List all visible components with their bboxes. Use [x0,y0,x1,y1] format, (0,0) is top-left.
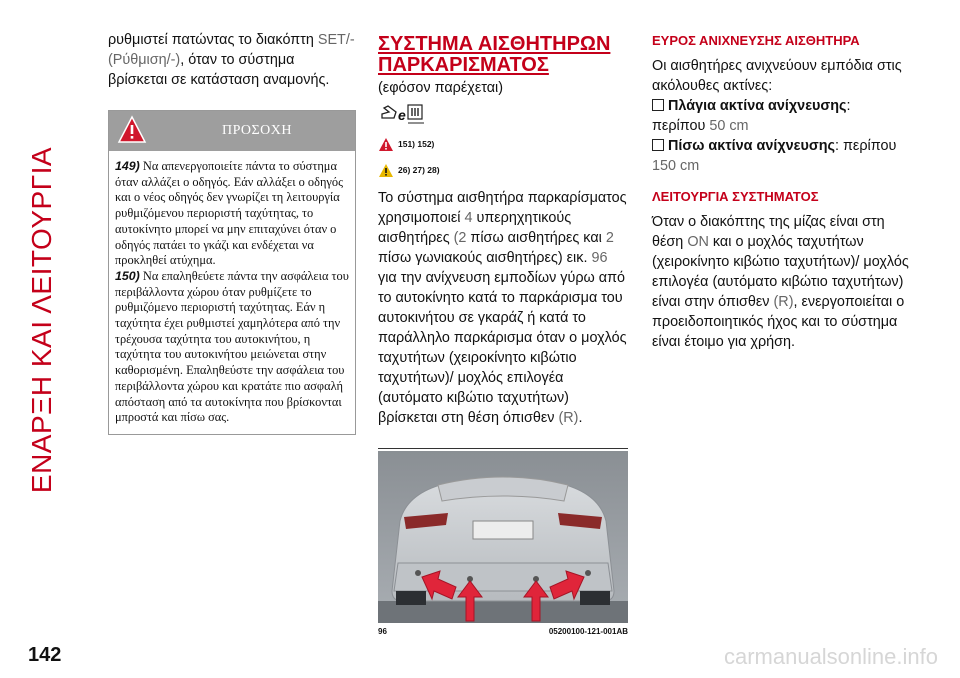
op-text: , ενεργοποιείται ο προειδοποιητικός ήχος και το σύστημα είναι έτοιμο για χρήση. [652,294,905,350]
warning-triangle-icon [117,115,147,145]
warning-note-150 [115,269,349,426]
section-title-line-2: ΠΑΡΚΑΡΙΣΜΑΤΟΣ [378,54,549,76]
rear-range-item [652,136,914,156]
side-range-label: Πλάγια ακτίνα ανίχνευσης [668,98,847,114]
side-range-value [652,116,914,136]
system-operation-heading: ΛΕΙΤΟΥΡΓΙΑ ΣΥΣΤΗΜΑΤΟΣ [652,189,819,204]
intro-paragraph [108,30,356,90]
side-range-distance: 50 cm [709,118,749,134]
warning-body [109,151,355,434]
chapter-side-title [20,40,64,600]
rear-range-prefix: : περίπου [835,138,897,154]
desc-number: (2 [453,230,467,246]
figure-caption [378,627,628,636]
desc-gear-r: (R) [558,410,579,426]
caution-reference-row [378,160,630,180]
svg-text:e: e [398,107,406,123]
desc-number: 4 [464,210,473,226]
side-range-item [652,96,914,116]
note-number: 150) [115,268,140,283]
note-number: 149) [115,159,140,173]
column-3 [652,30,914,352]
caution-refs: 26) 27) 28) [398,165,440,175]
checkbox-icon [652,139,664,151]
note-text: Να επαληθεύετε πάντα την ασφάλεια του περιβάλλοντα χώρου όταν ρυθμίζετε το ρυθμιζόμενο περιοριστή ταχύτητας. Εάν η ταχύτητα έχει ρυθμιστεί χαμηλότερα από την τρέχουσα ταχύτητα του αυτοκινήτου, η ταχύτητα του αυτοκινήτου μειώνεται στην καθορισμένη. Επαληθεύστε την ασφάλεια του περιβάλλοντα χώρου και κρατάτε πιο ασφαλή απόσταση από τα αυτοκίνητα που βρίσκονται μπροστά και πίσω σας. [115,268,349,425]
section-subtitle: (εφόσον παρέχεται) [378,80,504,96]
rear-range-distance: 150 cm [652,158,700,174]
figure-96 [378,448,628,636]
warning-reference-row [378,134,630,154]
column-1 [108,30,356,435]
watermark: carmanualsonline.info [723,644,938,669]
warning-box [108,110,356,435]
chapter-side-title-text: ΕΝΑΡΞΗ ΚΑΙ ΛΕΙΤΟΥΡΓΙΑ [26,146,57,494]
warning-title: ΠΡΟΣΟΧΗ [222,123,292,138]
desc-text: . [578,410,583,426]
system-operation-paragraph [652,212,914,352]
warning-refs: 151) 152) [398,139,435,149]
caution-triangle-icon [378,163,394,178]
figure-code: 05200100-121-001AB [548,627,628,636]
warning-header [109,111,355,151]
checkbox-icon [652,99,664,111]
desc-text: πίσω γωνιακούς αισθητήρες) εικ. [378,250,592,266]
sensor-description [378,188,630,428]
op-text: και ο μοχλός ταχυτήτων (χειροκίνητο κιβώτιο ταχυτήτων)/ μοχλός επιλογέα (αυτόματο κιβώτιο ταχυτήτων) είναι στην όπισθεν [652,234,909,310]
desc-text: Το σύστημα αισθητήρα παρκαρίσματος χρησιμοποιεί [378,190,627,226]
warning-triangle-icon [378,137,394,152]
intro-text-d: , όταν το σύστημα βρίσκεται σε κατάσταση αναμονής. [108,52,330,88]
page-number: 142 [28,644,62,666]
warning-note-149 [115,159,349,269]
op-text: Όταν ο διακόπτης της μίζας είναι στη θέση [652,214,885,250]
desc-figure-ref: 96 [591,250,608,266]
figure-number: 96 [378,627,387,636]
side-range-colon: : [846,98,851,114]
desc-text: υπερηχητικούς αισθητήρες [378,210,572,246]
note-text: Να απενεργοποιείτε πάντα το σύστημα όταν αλλάζει ο οδηγός. Εάν αλλάξει ο οδηγός και ο νέος οδηγός δεν γνωρίζει τη λειτουργία ρυθμιζόμενου περιοριστή ταχύτητας, το αυτοκίνητο μπορεί να μην επιταχύνει όταν ο οδηγός πατάει το γκάζι και ενδέχεται να προκληθεί ατύχημα. [115,159,344,268]
detection-range-intro: Οι αισθητήρες ανιχνεύουν εμπόδια στις ακόλουθες ακτίνες: [652,58,902,94]
side-range-prefix: περίπου [652,118,710,134]
column-2 [378,30,630,636]
intro-text-a: ρυθμιστεί πατώντας το διακόπτη [108,32,318,48]
intro-text-set: SET/- [317,32,355,48]
rear-range-label: Πίσω ακτίνα ανίχνευσης [668,138,835,154]
detection-range-heading: ΕΥΡΟΣ ΑΝΙΧΝΕΥΣΗΣ ΑΙΣΘΗΤΗΡΑ [652,33,860,48]
car-rear-sensor-illustration [378,451,628,623]
op-gear-r: (R) [773,294,794,310]
desc-number: 2 [605,230,614,246]
op-ignition-on: ON [687,234,709,250]
optional-equipment-icon [378,102,428,126]
desc-text: για την ανίχνευση εμποδίων γύρω από το αυτοκίνητο κατά το παρκάρισμα του αυτοκινήτου σε γκαράζ ή κατά το παράλληλο παρκάρισμα όταν ο μοχλός ταχυτήτων (χειροκίνητο κιβώτιο ταχυτήτων)/ μοχλός επιλογέα (αυτόματο κιβώτιο ταχυτήτων) βρίσκεται στη θέση όπισθεν [378,270,627,426]
desc-text: πίσω αισθητήρες και [466,230,606,246]
optional-equipment-icon-row [378,102,630,132]
section-title-line-1: ΣΥΣΤΗΜΑ ΑΙΣΘΗΤΗΡΩΝ [378,33,611,55]
intro-text-setting: (Ρύθμιση/-) [108,52,181,68]
section-title [378,34,630,76]
